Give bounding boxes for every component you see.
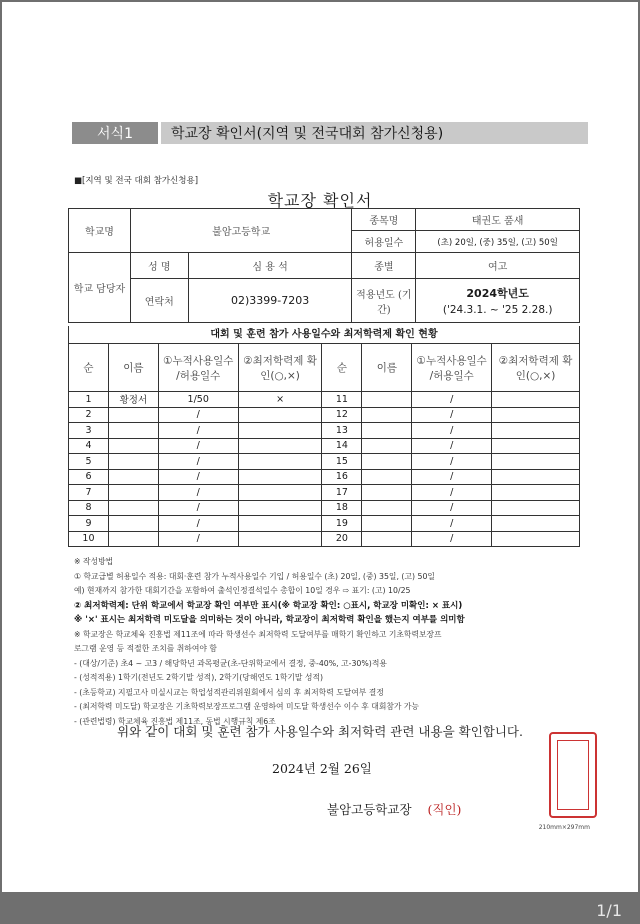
cell-check <box>238 531 322 547</box>
contact-value: 02)3399-7203 <box>188 279 352 323</box>
table-row <box>69 407 580 423</box>
participation-rows <box>69 392 580 547</box>
note-line: - (최저학력 미도달) 학교장은 기초학력보장프로그램 운영하여 미도달 학생선수 이수 후 대회참가 가능 <box>74 702 419 711</box>
gender-value: 여고 <box>416 253 580 279</box>
note-line: - (초등학교) 지필고사 미실시교는 학업성적관리위원회에서 심의 후 최저학력 도달여부 결정 <box>74 687 384 697</box>
cell-no: 12 <box>322 407 362 423</box>
subcaption: ■[지역 및 전국 대회 참가신청용] <box>74 176 199 186</box>
cell-no: 15 <box>322 454 362 470</box>
cell-days: / <box>412 454 492 470</box>
cell-no: 7 <box>69 485 109 501</box>
note-line: - (성적적용) 1학기(전년도 2학기말 성적), 2학기(당해연도 1학기말 성적) <box>74 673 324 682</box>
seal-mark: (직인) <box>427 802 462 817</box>
cell-name <box>108 469 158 485</box>
table-row <box>69 500 580 516</box>
cell-no: 9 <box>69 516 109 532</box>
cell-no: 4 <box>69 438 109 454</box>
cell-days: / <box>158 407 238 423</box>
sport-label: 종목명 <box>352 209 416 231</box>
cell-days: / <box>158 423 238 439</box>
cell-days: 1/50 <box>158 392 238 408</box>
cell-name: 황정서 <box>108 392 158 408</box>
days-label: 허용일수 <box>352 231 416 253</box>
cell-name <box>362 423 412 439</box>
header-check: ②최저학력제 확인(○,×) <box>492 344 580 392</box>
principal-name: 불암고등학교장 <box>327 802 412 817</box>
cell-name <box>108 423 158 439</box>
cell-check <box>238 469 322 485</box>
cell-days: / <box>412 392 492 408</box>
cell-name <box>108 485 158 501</box>
cell-name <box>362 500 412 516</box>
table-row <box>69 392 580 408</box>
cell-days: / <box>158 485 238 501</box>
cell-name <box>362 516 412 532</box>
cell-check <box>492 516 580 532</box>
school-name: 불암고등학교 <box>130 209 352 253</box>
cell-no: 6 <box>69 469 109 485</box>
cell-check <box>238 438 322 454</box>
year-value: 2024학년도 <box>466 287 529 300</box>
gender-label: 종별 <box>352 253 416 279</box>
note-line: ② 최저학력제: 단위 학교에서 학교장 확인 여부만 표시(※ 학교장 확인: ○표시, 학교장 미확인: × 표시) <box>74 600 463 611</box>
cell-name <box>108 454 158 470</box>
note-line: ※ 학교장은 학교체육 진흥법 제11조에 따라 학생선수 최저학력 도달여부를 매학기 확인하고 기초학력보장프 <box>74 629 442 639</box>
section-title: 대회 및 훈련 참가 사용일수와 최저학력제 확인 현황 <box>68 326 580 343</box>
cell-no: 19 <box>322 516 362 532</box>
header-name: 이름 <box>108 344 158 392</box>
manager-label: 학교 담당자 <box>69 253 131 323</box>
cell-no: 8 <box>69 500 109 516</box>
note-line: - (대상/기준) 초4 ~ 고3 / 해당학년 과목평균(초-단위학교에서 결정, 중-40%, 고-30%)적용 <box>74 658 387 668</box>
cell-days: / <box>158 454 238 470</box>
cell-no: 18 <box>322 500 362 516</box>
note-line: 로그램 운영 등 적절한 조치를 취하여야 함 <box>74 644 217 653</box>
cell-days: / <box>412 531 492 547</box>
period-value: ('24.3.1. ~ '25 2.28.) <box>442 304 553 316</box>
cell-no: 2 <box>69 407 109 423</box>
year-label: 적용년도 (기간) <box>352 279 416 323</box>
year-cell <box>416 279 580 323</box>
cell-name <box>108 407 158 423</box>
cell-days: / <box>412 407 492 423</box>
cell-check <box>492 392 580 408</box>
cell-check <box>492 469 580 485</box>
table-row <box>69 469 580 485</box>
table-row <box>69 516 580 532</box>
cell-check <box>238 454 322 470</box>
cell-name <box>108 500 158 516</box>
instructions <box>74 555 594 729</box>
cell-no: 17 <box>322 485 362 501</box>
sport-value: 태권도 품새 <box>416 209 580 231</box>
note-line: ※ '×' 표시는 최저학력 미도달을 의미하는 것이 아니라, 학교장이 최저학력 확인을 했는지 여부를 의미함 <box>74 615 465 625</box>
cell-check <box>492 438 580 454</box>
official-seal <box>549 732 597 818</box>
cell-days: / <box>158 516 238 532</box>
cell-name <box>362 392 412 408</box>
cell-check <box>492 407 580 423</box>
contact-label: 연락처 <box>130 279 188 323</box>
cell-no: 1 <box>69 392 109 408</box>
cell-no: 16 <box>322 469 362 485</box>
form-tag: 서식1 <box>72 122 158 144</box>
cell-check <box>238 500 322 516</box>
cell-check <box>238 516 322 532</box>
cell-no: 20 <box>322 531 362 547</box>
cell-name <box>108 531 158 547</box>
cell-check <box>238 407 322 423</box>
cell-check: × <box>238 392 322 408</box>
table-row <box>69 454 580 470</box>
cell-name <box>362 454 412 470</box>
cell-days: / <box>412 485 492 501</box>
note-line: 예) 현재까지 참가한 대회기간을 포함하여 출석인정결석일수 총합이 10일 경우 ⇨ 표기: (고) 10/25 <box>74 586 411 595</box>
header-no: 순 <box>69 344 109 392</box>
paper-size-note: 210mm×297mm <box>538 824 590 831</box>
cell-days: / <box>412 500 492 516</box>
cell-days: / <box>412 469 492 485</box>
cell-name <box>362 531 412 547</box>
days-value: (초) 20일, (중) 35일, (고) 50일 <box>416 231 580 253</box>
principal-signature <box>327 800 461 818</box>
cell-check <box>492 531 580 547</box>
cell-days: / <box>412 423 492 439</box>
cell-no: 11 <box>322 392 362 408</box>
header-days: ①누적사용일수 /허용일수 <box>158 344 238 392</box>
cell-name <box>108 516 158 532</box>
cell-days: / <box>158 500 238 516</box>
cell-check <box>238 423 322 439</box>
participation-table <box>68 343 580 547</box>
cell-days: / <box>412 438 492 454</box>
cell-check <box>492 485 580 501</box>
table-row <box>69 438 580 454</box>
cell-check <box>492 423 580 439</box>
table-row <box>69 531 580 547</box>
note-line: ① 학교급별 허용일수 적용: 대회·훈련 참가 누적사용일수 기입 / 허용일수 (초) 20일, (중) 35일, (고) 50일 <box>74 571 435 581</box>
cell-name <box>362 485 412 501</box>
header-days: ①누적사용일수 /허용일수 <box>412 344 492 392</box>
document-page <box>2 2 638 892</box>
cell-check <box>492 500 580 516</box>
cell-name <box>362 407 412 423</box>
cell-check <box>238 485 322 501</box>
name-value: 심 용 석 <box>188 253 352 279</box>
document-title: 학교장 확인서 <box>267 191 373 210</box>
cell-days: / <box>412 516 492 532</box>
cell-no: 13 <box>322 423 362 439</box>
note-line: ※ 작성방법 <box>74 557 114 566</box>
cell-no: 14 <box>322 438 362 454</box>
name-label: 성 명 <box>130 253 188 279</box>
page-counter: 1/1 <box>596 901 622 920</box>
cell-days: / <box>158 531 238 547</box>
cell-no: 5 <box>69 454 109 470</box>
cell-days: / <box>158 469 238 485</box>
form-header <box>72 122 588 144</box>
header-check: ②최저학력제 확인(○,×) <box>238 344 322 392</box>
cell-days: / <box>158 438 238 454</box>
table-row <box>69 485 580 501</box>
cell-no: 10 <box>69 531 109 547</box>
note-line: - (관련법령) 학교체육 진흥법 제11조, 동법 시행규칙 제6조 <box>74 716 276 726</box>
header-no: 순 <box>322 344 362 392</box>
school-label: 학교명 <box>69 209 131 253</box>
school-info-table <box>68 208 580 323</box>
table-row <box>69 423 580 439</box>
cell-check <box>492 454 580 470</box>
form-title: 학교장 확인서(지역 및 전국대회 참가신청용) <box>158 122 588 144</box>
header-name: 이름 <box>362 344 412 392</box>
issue-date: 2024년 2월 26일 <box>272 761 372 776</box>
cell-name <box>362 469 412 485</box>
confirmation-statement: 위와 같이 대회 및 훈련 참가 사용일수와 최저학력 관련 내용을 확인합니다. <box>117 724 523 739</box>
cell-name <box>362 438 412 454</box>
cell-name <box>108 438 158 454</box>
cell-no: 3 <box>69 423 109 439</box>
